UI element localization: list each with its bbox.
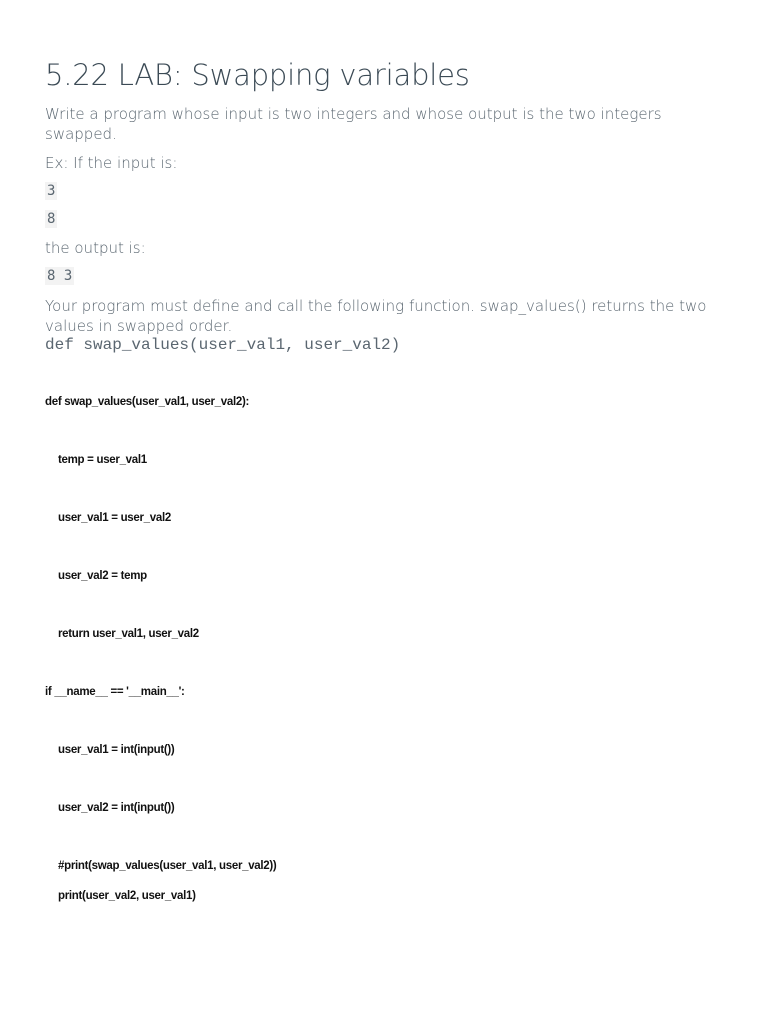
example-intro: Ex: If the input is: xyxy=(45,154,178,172)
function-signature: def swap_values(user_val1, user_val2) xyxy=(45,336,401,354)
code-line: if __name__ == '__main__': xyxy=(45,686,185,698)
page-title: 5.22 LAB: Swapping variables xyxy=(45,58,470,92)
code-line: def swap_values(user_val1, user_val2): xyxy=(45,396,250,408)
code-line: temp = user_val1 xyxy=(58,454,147,466)
code-line: return user_val1, user_val2 xyxy=(58,628,199,640)
input-line-1: 3 xyxy=(47,183,56,199)
output-intro: the output is: xyxy=(45,239,146,257)
requirement-text: Your program must define and call the following function. swap_values() returns the two values in swapped order. xyxy=(45,297,707,335)
code-line: user_val1 = int(input()) xyxy=(58,744,175,756)
code-line: #print(swap_values(user_val1, user_val2)) xyxy=(58,860,277,872)
input-line-2: 8 xyxy=(47,211,56,227)
code-line: user_val2 = int(input()) xyxy=(58,802,175,814)
code-line: print(user_val2, user_val1) xyxy=(58,890,196,902)
code-line: user_val2 = temp xyxy=(58,570,147,582)
output-value: 8 3 xyxy=(47,268,73,284)
description-text: Write a program whose input is two integers and whose output is the two integers swapped. xyxy=(45,105,662,143)
code-line: user_val1 = user_val2 xyxy=(58,512,171,524)
